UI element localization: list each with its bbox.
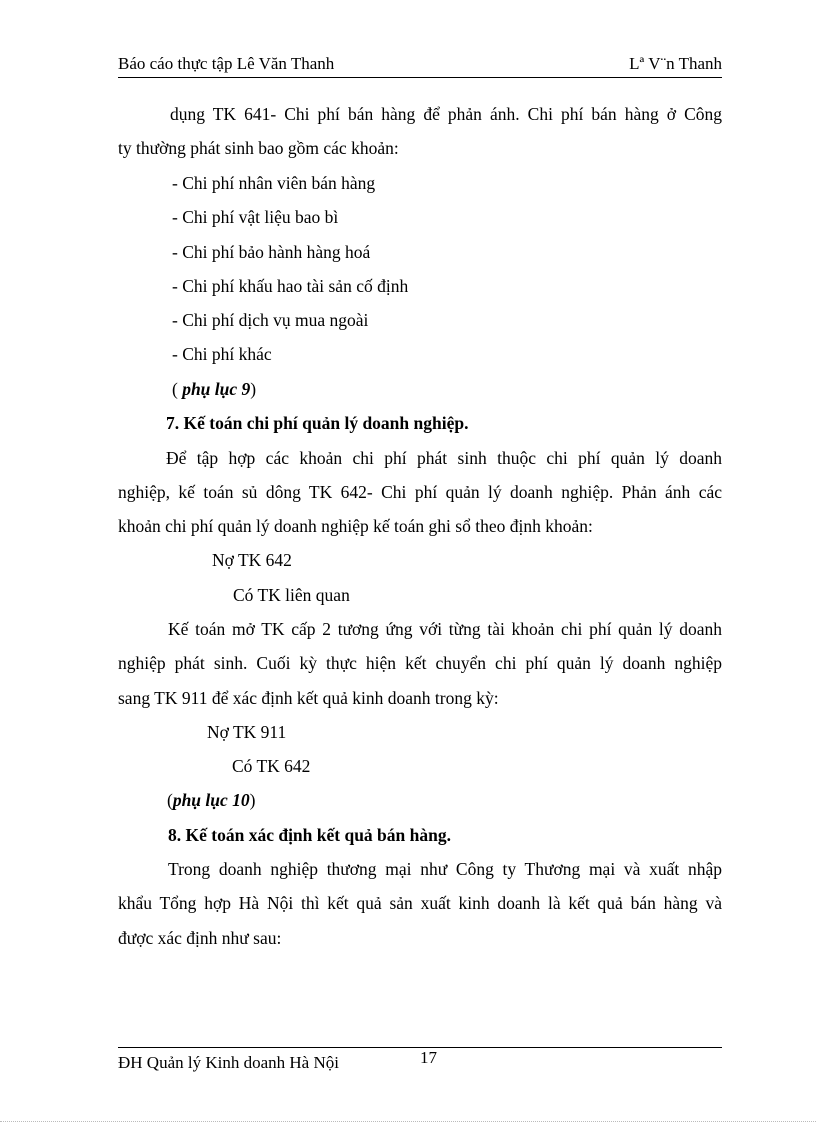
list-item: - Chi phí khác xyxy=(172,344,272,364)
appendix-ref-9 xyxy=(172,372,256,406)
p4-line2: khẩu Tổng hợp Hà Nội thì kết quả sản xuất kinh doanh là kết quả bán hàng và xyxy=(118,893,722,913)
p3-line2: nghiệp phát sinh. Cuối kỳ thực hiện kết chuyển chi phí quản lý doanh nghiệp xyxy=(118,653,722,673)
ref-paren-close: ) xyxy=(249,790,256,810)
section-heading-8: 8. Kế toán xác định kết quả bán hàng. xyxy=(168,825,451,845)
entry-debit: Nợ TK 642 xyxy=(212,550,292,570)
list-item: - Chi phí vật liệu bao bì xyxy=(172,207,339,227)
header-left: Báo cáo thực tập Lê Văn Thanh xyxy=(118,54,335,73)
entry-credit: Có TK 642 xyxy=(232,756,311,776)
page-number: 17 xyxy=(420,1048,437,1067)
ref-paren-close: ) xyxy=(250,379,257,399)
list-item: - Chi phí dịch vụ mua ngoài xyxy=(172,310,369,330)
p3-line3: sang TK 911 để xác định kết quả kinh doanh trong kỳ: xyxy=(118,688,499,708)
page-edge-divider xyxy=(0,1121,816,1122)
footer-left: ĐH Quản lý Kinh doanh Hà Nội xyxy=(118,1053,339,1072)
ref-paren-open: ( xyxy=(172,379,183,399)
ref-label: phụ lục 9 xyxy=(182,379,251,399)
ref-label: phụ lục 10 xyxy=(172,790,250,810)
p1-line1: dụng TK 641- Chi phí bán hàng để phản ánh. Chi phí bán hàng ở Công xyxy=(170,104,722,124)
p2-line1: Để tập hợp các khoản chi phí phát sinh thuộc chi phí quản lý doanh xyxy=(166,448,722,468)
entry-debit: Nợ TK 911 xyxy=(207,722,287,742)
header-right: Lª V¨n Thanh xyxy=(629,54,722,73)
p2-line2: nghiệp, kế toán sủ dông TK 642- Chi phí quản lý doanh nghiệp. Phản ánh các xyxy=(118,482,722,502)
list-item: - Chi phí khấu hao tài sản cố định xyxy=(172,276,409,296)
p2-line3: khoản chi phí quản lý doanh nghiệp kế toán ghi sổ theo định khoản: xyxy=(118,516,593,536)
list-item: - Chi phí bảo hành hàng hoá xyxy=(172,242,371,262)
p3-line1: Kế toán mở TK cấp 2 tương ứng với từng tài khoản chi phí quản lý doanh xyxy=(168,619,722,639)
p4-line1: Trong doanh nghiệp thương mại như Công ty Thương mại và xuất nhập xyxy=(168,859,722,879)
ref-paren-open: ( xyxy=(167,790,173,810)
list-item: - Chi phí nhân viên bán hàng xyxy=(172,173,376,193)
p4-line3: được xác định như sau: xyxy=(118,928,282,948)
section-heading-7: 7. Kế toán chi phí quản lý doanh nghiệp. xyxy=(166,413,469,433)
appendix-ref-10 xyxy=(167,783,255,817)
header-rule xyxy=(118,77,722,78)
entry-credit: Có TK liên quan xyxy=(233,585,350,605)
p1-line2: ty thường phát sinh bao gồm các khoản: xyxy=(118,138,399,158)
